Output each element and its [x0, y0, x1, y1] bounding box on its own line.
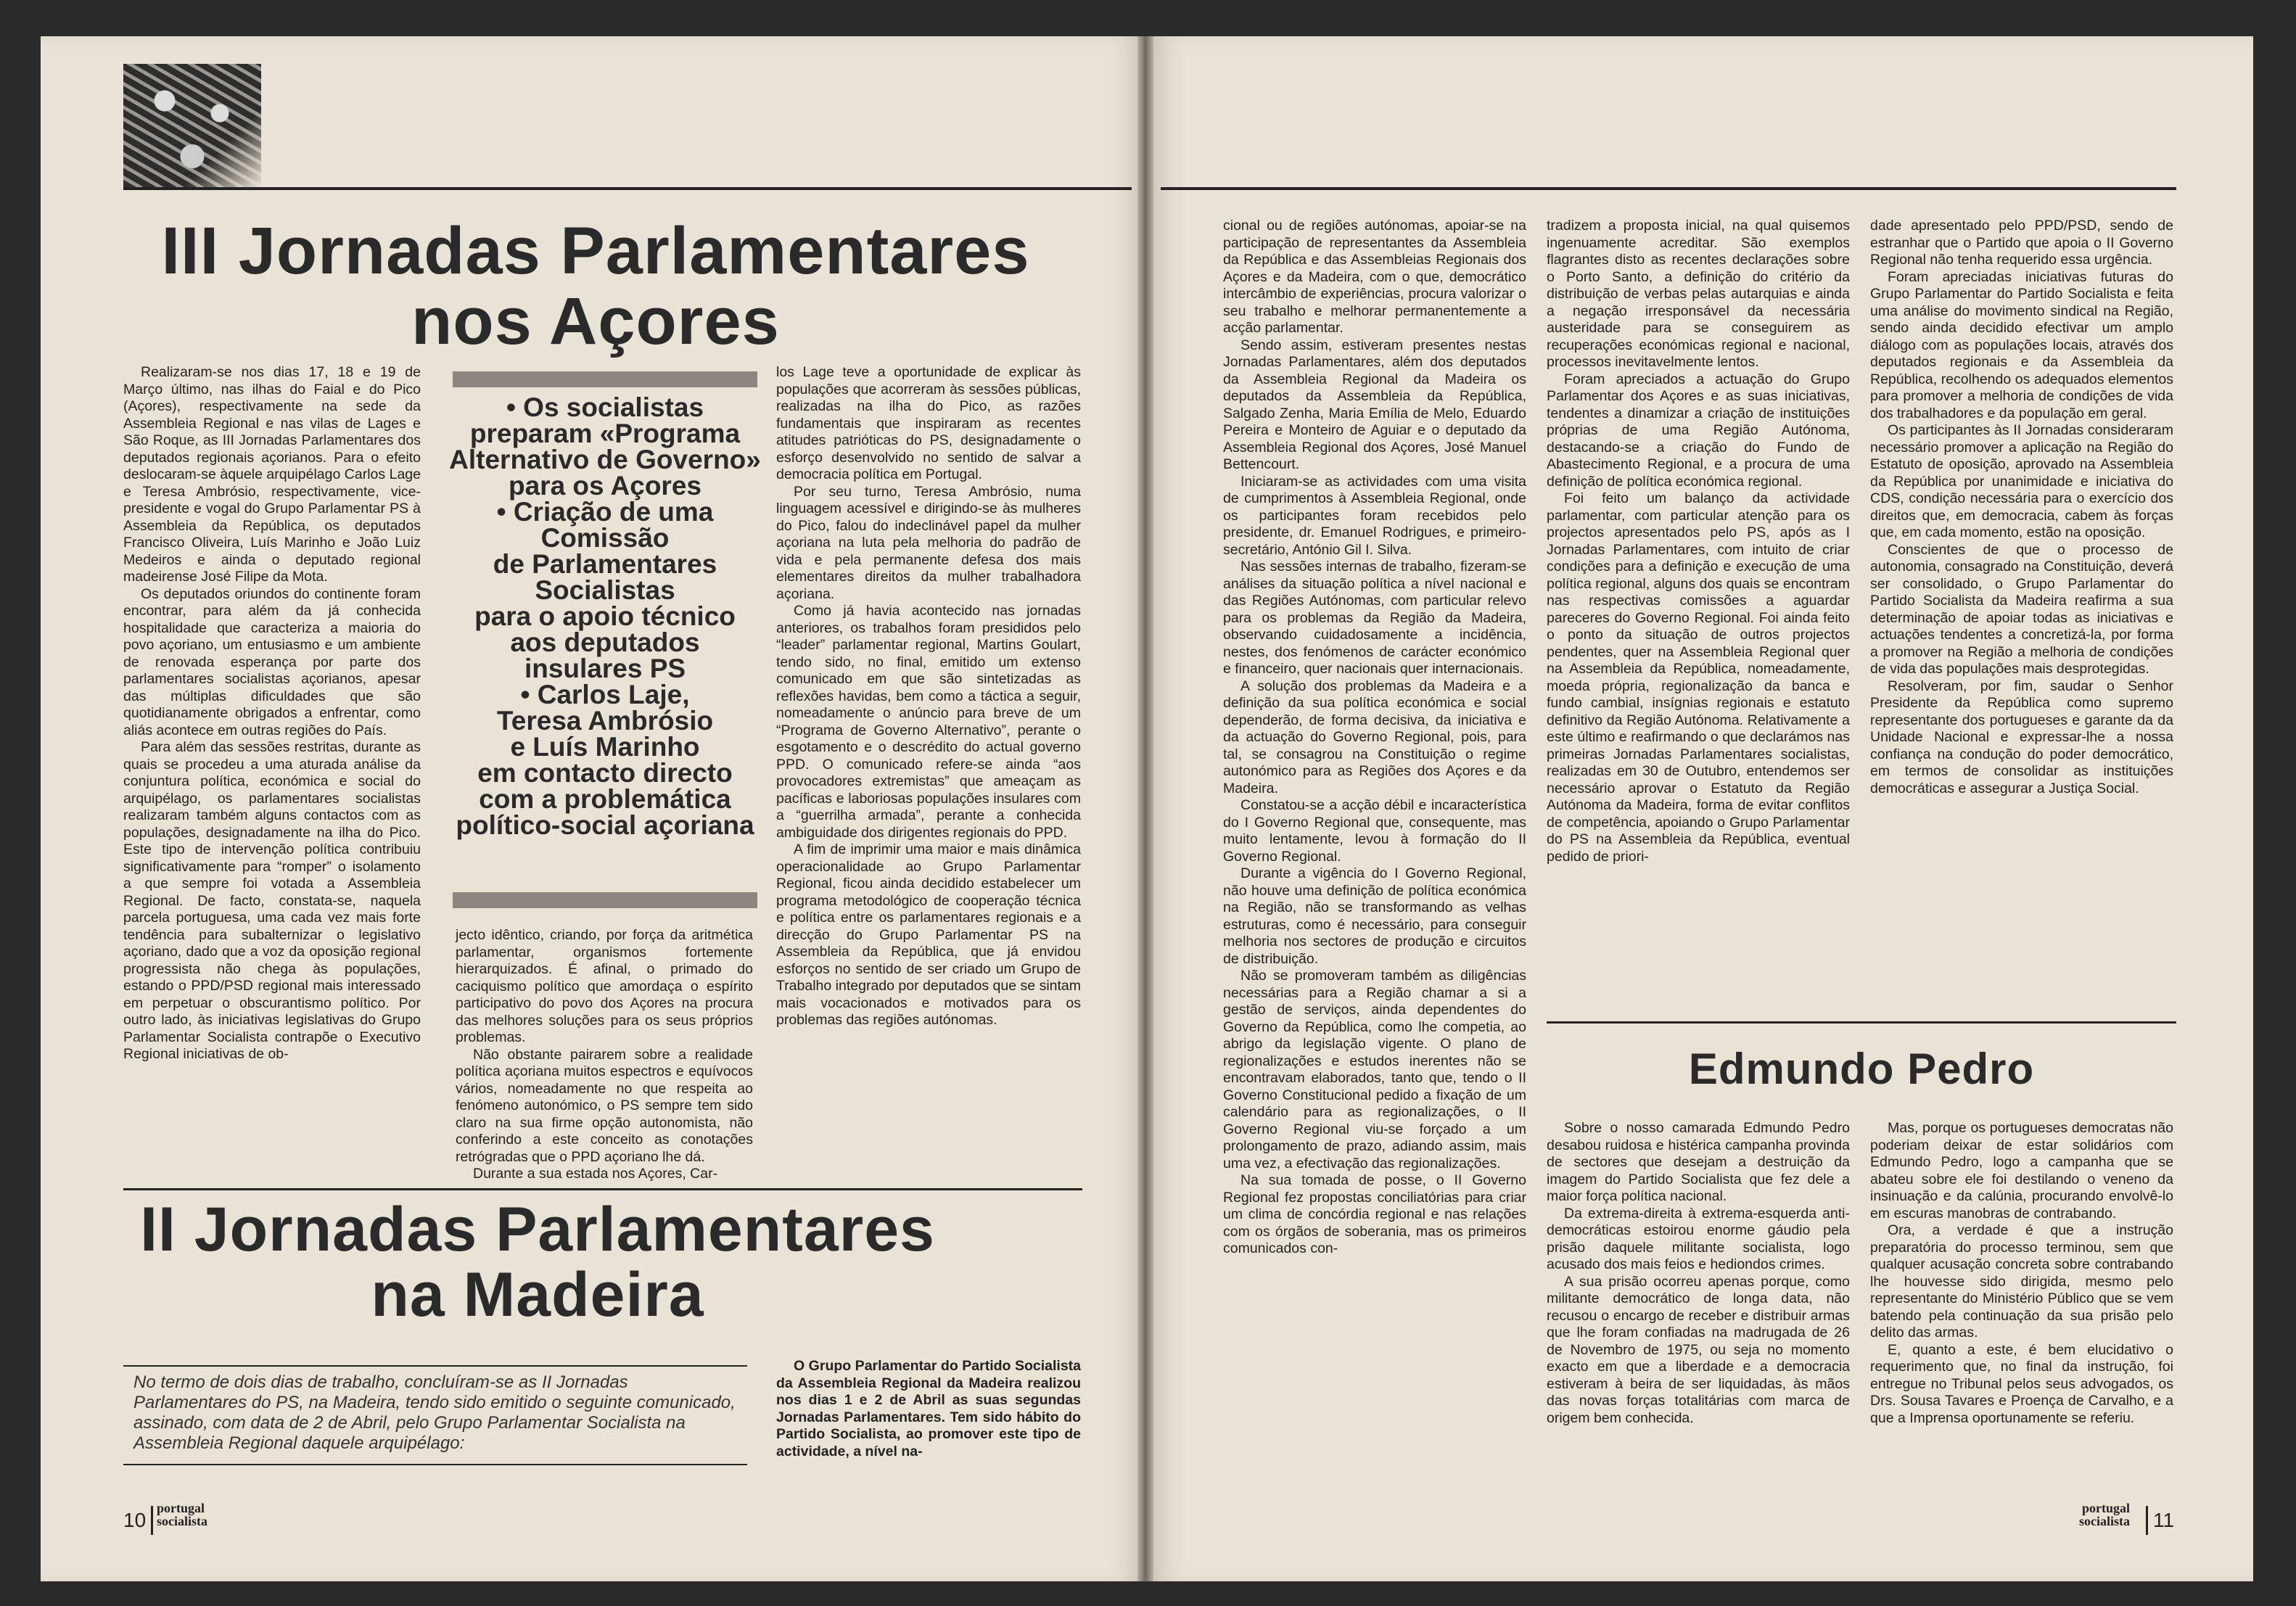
edmundo-top-rule [1547, 1021, 2176, 1024]
paragraph: Por seu turno, Teresa Ambrósio, numa linguagem acessível e dirigindo-se às mulheres do Pico, falou do indeclinável papel da mulher açoriana na luta pela melhoria do padrão de vida e pela permanente defesa dos mais elementares direitos da mulher trabalhadora açoriana. [776, 483, 1081, 602]
callout-bottom-bar [453, 892, 757, 908]
azores-column-2 [456, 927, 753, 1183]
callout-line: Alternativo de Governo» [449, 445, 761, 474]
masthead-line: portugal [2081, 1501, 2130, 1515]
callout-box [438, 392, 772, 840]
paragraph: Durante a sua estada nos Açores, Car- [473, 1166, 718, 1182]
callout-line: e Luís Marinho [510, 732, 700, 762]
paragraph: Conscientes de que o processo de autonomia, consagrado na Constituição, deverá ser consolidado, o Grupo Parlamentar do Partido Socialista da Madeira reafirma a sua determinação de apoiar todas as iniciativas e actuações tendentes a concretizá-la, por forma a promover na Região a melhoria de condições de vida das populações mais desprotegidas. [1870, 541, 2173, 677]
mid-rule [123, 1188, 1082, 1190]
paragraph: Realizaram-se nos dias 17, 18 e 19 de Março último, nas ilhas do Faial e do Pico (Açores), respectivamente na sede da Assembleia Regional e nas vilas de Lages e São Roque, as III Jornadas Parlamentares dos deputados regionais açorianos. Para o efeito deslocaram-se àquele arquipélago Carlos Lage e Teresa Ambrósio, respectivamente, vice-presidente e vogal do Grupo Parlamentar PS à Assembleia da República, os deputados Francisco Oliveira, Luís Marinho e João Luiz Medeiros e ainda o deputado regional madeirense José Filipe da Mota. [123, 364, 421, 585]
paragraph: Sendo assim, estiveram presentes nestas Jornadas Parlamentares, além dos deputados da Assembleia Regional da Madeira os deputados da Assembleia da República, Salgado Zenha, Maria Emília de Melo, Eduardo Pereira e Monteiro de Aguiar e o deputado da Assembleia Regional dos Açores, José Manuel Bettencourt. [1223, 337, 1526, 472]
masthead-line: portugal [157, 1501, 205, 1515]
gutter [1137, 36, 1153, 1581]
paragraph: jecto idêntico, criando, por força da aritmética parlamentar, organismos fortemente hierarquizados. É afinal, o primado do caciquismo político que amordaça o espírito participativo do povo dos Açores na procura das melhores soluções para os seus próprios problemas. [456, 927, 753, 1045]
callout-line: Teresa Ambrósio [496, 706, 714, 736]
paragraph: Mas, porque os portugueses democratas não poderiam deixar de estar solidários com Edmundo Pedro, logo a campanha que se abateu sobre ele foi destilando o veneno da insinuação e da calúnia, procurando envolvê-lo em escuras manobras de contrabando. [1870, 1120, 2173, 1222]
paragraph: A fim de imprimir uma maior e mais dinâmica operacionalidade ao Grupo Parlamentar Regional, ficou ainda decidido estabelecer um programa metodológico de cooperação técnica e política entre os parlamentares regionais e a direcção do Grupo Parlamentar PS na Assembleia da República, que já envidou esforços no sentido de ser criado um Grupo de Trabalho integrado por deputados que se sintam mais vocacionados e motivados para os problemas das regiões autónomas. [776, 841, 1081, 1028]
callout-line: Comissão [540, 523, 670, 553]
paragraph: Foram apreciadas iniciativas futuras do Grupo Parlamentar do Partido Socialista e feita uma análise do movimento sindical na Região, sendo ainda decidido efectivar um amplo diálogo com as populações locais, através dos deputados regionais e da Assembleia da República, recolhendo os adequados elementos para promover a melhoria de condições de vida dos trabalhadores e da população em geral. [1870, 268, 2173, 421]
callout-line: político-social açoriana [456, 810, 754, 840]
headline-madeira-line2: na Madeira [371, 1260, 704, 1330]
paragraph: Ora, a verdade é que a instrução preparatória do processo terminou, sem que qualquer acusação concreta sobre contrabando lhe houvesse sido dirigida, mesmo pelo representante do Ministério Público que se vem batendo pela continuação da sua prisão pelo delito das armas. [1870, 1222, 2173, 1341]
intro-bottom-rule [123, 1464, 747, 1465]
paragraph: Os participantes às II Jornadas consideraram necessário promover a aplicação na Região do Estatuto de oposição, aprovado na Assembleia da República por unanimidade e iniciativa do CDS, condição necessária para o exercício dos direitos que, em democracia, cabem às forças que, em cada momento, estão na oposição. [1870, 422, 2173, 540]
headline-edmundo: Edmundo Pedro [1688, 1045, 2035, 1093]
callout-line: para os Açores [509, 471, 701, 501]
headline-madeira-line1: II Jornadas Parlamentares [140, 1195, 935, 1264]
masthead-right [2079, 1502, 2130, 1528]
headline-azores-line2: nos Açores [411, 284, 780, 358]
callout-line: de Parlamentares [493, 549, 717, 579]
paragraph: Sobre o nosso camarada Edmundo Pedro desabou ruidosa e histérica campanha provinda de sectores que desejam a destruição da imagem do Partido Socialista que fez dele a maior força política nacional. [1547, 1120, 1850, 1204]
callout-line: Socialistas [535, 575, 675, 605]
madeira-column [776, 1358, 1081, 1460]
madeira-column-4 [1870, 218, 2173, 797]
page-number-divider [151, 1506, 153, 1535]
paragraph: Não se promoveram também as diligências necessárias para a Região chamar a si a gestão de serviços, ainda dependentes do Governo da República, como lhe competia, ao abrigo da legislação vigente. O plano de regionalizações e estudos inerentes não se encontravam elaborados, tanto que, tendo o II Governo Constitucional pedido a fixação de um calendário para as regionalizações, o II Governo Regional viu-se forçado a um prolongamento de prazo, adiando assim, mais uma vez, a efectivação das regionalizações. [1223, 968, 1526, 1171]
paragraph: Iniciaram-se as actividades com uma visita de cumprimentos à Assembleia Regional, onde os participantes foram recebidos pelo presidente, dr. Emanuel Rodrigues, e primeiro-secretário, António Gil I. Silva. [1223, 473, 1526, 558]
callout-line: em contacto directo [477, 758, 733, 788]
edmundo-column-2 [1870, 1120, 2173, 1427]
callout-line: • Carlos Laje, [520, 680, 690, 709]
intro-top-rule [123, 1365, 747, 1367]
paragraph: Foi feito um balanço da actividade parlamentar, com particular atenção para os projectos apresentados pelo PS, após as I Jornadas Parlamentares, com intuito de criar condições para a definição e execução de uma política regional, alguns dos quais se encontram nas respectivas comissões a aguardar pareceres do Governo Regional. Foi ainda feito o ponto da situação de outros projectos pendentes, quer na Assembleia Regional quer na Assembleia da República, nomeadamente, moeda própria, regionalização da banca e fundo cambial, insígnias regionais e estatuto definitivo da Região Autónoma. Relativamente a este último e reafirmando o que declarámos nas primeiras Jornadas Parlamentares socialistas, realizadas em 30 de Outubro, entendemos ser necessário aprovar o Estatuto da Região Autónoma da Madeira, forma de evitar conflitos de competência, apoiando o Grupo Parlamentar do PS na Assembleia da República, eventual pedido de priori- [1547, 490, 1850, 865]
callout-line: para o apoio técnico [474, 601, 736, 631]
paragraph: Como já havia acontecido nas jornadas anteriores, os trabalhos foram presididos pelo “leader” parlamentar regional, Martins Goulart, tendo sido, no final, emitido um extenso comunicado em que são sintetizadas as reflexões havidas, bem como a táctica a seguir, nomeadamente o anúncio para breve de um “Programa de Governo Alternativo”, perante o esgotamento e o descrédito do actual governo PPD. O comunicado refere-se ainda “aos provocadores extremistas” que ameaçam as pacíficas e laboriosas populações insulares com a “guerrilha armada”, perante a conhecida ambiguidade dos dirigentes regionais do PPD. [776, 603, 1081, 841]
page-number-right: 11 [2153, 1509, 2175, 1531]
callout-line: • Os socialistas [506, 392, 704, 422]
paragraph: Os deputados oriundos do continente foram encontrar, para além da já conhecida hospitalidade que caracteriza a maioria do povo açoriano, um entusiasmo e um ambiente de renovada esperança por parte dos parlamentares socialistas açorianos, apesar das múltiplas dificuldades que são quotidianamente obrigados a enfrentar, como aliás acontece em outras regiões do País. [123, 585, 421, 738]
paragraph: Para além das sessões restritas, durante as quais se procedeu a uma aturada análise da conjuntura política, económica e social do arquipélago, os parlamentares socialistas realizaram também alguns contactos com as populações, designadamente na ilha do Pico. Este tipo de intervenção política contribuiu significativamente para “romper” o isolamento a que sempre foi votada a Assembleia Regional. De facto, constata-se, naquela parcela portuguesa, uma cada vez mais forte tendência para subalternizar o legislativo açoriano, dado que a voz da oposição regional progressista não chega às populações, estando o PPD/PSD regional mais interessado em perpetuar o obscurantismo político. Por outro lado, às iniciativas legislativas do Grupo Parlamentar Socialista contrapõe o Executivo Regional iniciativas de ob- [123, 739, 421, 1062]
paragraph: A sua prisão ocorreu apenas porque, como militante democrático de longa data, não recusou o encargo de receber e distribuir armas que lhe foram confiadas na madrugada de 26 de Novembro de 1975, ou seja no momento exacto em que a liberdade e a democracia estiveram à beira de ser liquidadas, às mãos das novas forças totalitárias com marca de origem bem conhecida. [1547, 1273, 1850, 1426]
headline-azores [113, 216, 1078, 356]
masthead-line: socialista [2079, 1514, 2130, 1528]
edmundo-column-1 [1547, 1120, 1850, 1427]
left-page [41, 36, 1143, 1581]
madeira-column-3 [1547, 218, 1850, 865]
masthead-left [157, 1502, 207, 1528]
top-rule-right [1161, 187, 2176, 190]
callout-line: insulares PS [524, 654, 686, 683]
page-number-divider-right [2146, 1506, 2148, 1535]
madeira-intro: No termo de dois dias de trabalho, concluíram-se as II Jornadas Parlamentares do PS, na Madeira, tendo sido emitido o seguinte comunicado, assinado, com data de 2 de Abril, pelo Grupo Parlamentar Socialista na Assembleia Regional daquele arquipélago: [133, 1372, 736, 1453]
paragraph: Não obstante pairarem sobre a realidade política açoriana muitos espectros e equívocos vários, nomeadamente no que respeita ao fenómeno autonómico, o PS sempre tem sido claro na sua firme opção autonomista, não conferindo a este conceito as conotações retrógradas que o PPD açoriano lhe dá. [456, 1046, 753, 1165]
paragraph: dade apresentado pelo PPD/PSD, sendo de estranhar que o Partido que apoia o II Governo Regional não tenha requerido essa urgência. [1870, 218, 2173, 268]
paragraph: Nas sessões internas de trabalho, fizeram-se análises da situação política a nível nacional e das Regiões Autónomas, com particular relevo para os problemas da Região da Madeira, observando cuidadosamente a incidência, nestes, dos fenómenos de carácter económico e financeiro, quer nacionais quer internacionais. [1223, 559, 1526, 677]
paragraph: Da extrema-direita à extrema-esquerda anti-democráticas estoirou enorme gáudio pela prisão daquele militante socialista, logo acusado dos mais feios e hediondos crimes. [1547, 1205, 1850, 1272]
right-page [1151, 36, 2253, 1581]
paragraph: los Lage teve a oportunidade de explicar às populações que acorreram às sessões públicas, realizadas na ilha do Pico, as razões fundamentais que inspiraram as recentes atitudes patrióticas do PS, designadamente o esforço desenvolvido no sentido de salvar a democracia política em Portugal. [776, 364, 1081, 482]
paragraph: A solução dos problemas da Madeira e a definição da sua política económica e social dependerão, de forma decisiva, da iniciativa e da actuação do Governo Regional, pois, para tal, se consagrou na Constituição o regime autonómico para as Regiões dos Açores e da Madeira. [1223, 678, 1526, 796]
paragraph: Durante a vigência do I Governo Regional, não houve uma definição de política económica na Região, não se transformando as velhas estruturas, como é necessário, para conseguir melhoria nos sectores de produção e circuitos de distribuição. [1223, 865, 1526, 967]
azores-column-3 [776, 364, 1081, 1029]
azores-column-1 [123, 364, 421, 1063]
paragraph: Resolveram, por fim, saudar o Senhor Presidente da República como supremo representante dos portugueses e garante da da Unidade Nacional e expressar-lhe a nossa confiança na condução do poder democrático, em termos de consolidar as instituições democráticas e assegurar a Justiça Social. [1870, 678, 2173, 796]
page-number-left: 10 [123, 1509, 147, 1531]
headline-azores-line1: III Jornadas Parlamentares [161, 214, 1030, 288]
top-rule [123, 187, 1132, 190]
callout-line: preparam «Programa [469, 419, 741, 448]
paragraph: Na sua tomada de posse, o II Governo Regional fez propostas conciliatórias para criar um clima de concórdia regional e nas relações com os órgãos de soberania, mas os primeiros comunicados con- [1223, 1172, 1526, 1256]
masthead-line: socialista [157, 1514, 207, 1528]
paragraph: tradizem a proposta inicial, na qual quisemos ingenuamente acreditar. São exemplos flagrantes disto as recentes declarações sobre o Porto Santo, a definição do critério da distribuição de verbas pelas autarquias e ainda a negação irresponsável da necessária austeridade para se conseguirem as recuperações económicas regional e nacional, processos inevitavelmente lentos. [1547, 218, 1850, 370]
callout-line: com a problemática [479, 784, 731, 814]
headline-madeira [113, 1197, 962, 1328]
paragraph: Constatou-se a acção débil e incaracterística do I Governo Regional que, consequente, mas muito lentamente, levou à formação do II Governo Regional. [1223, 797, 1526, 865]
callout-line: aos deputados [510, 627, 700, 657]
collage-photo [123, 64, 261, 187]
callout-top-bar [453, 371, 757, 387]
paragraph: cional ou de regiões autónomas, apoiar-se na participação de representantes da Assembleia da República e das Assembleias Regionais dos Açores e da Madeira, com o que, democrático intercâmbio de experiências, procura valorizar o seu trabalho e melhorar permanentemente a acção parlamentar. [1223, 218, 1526, 336]
paragraph: E, quanto a este, é bem elucidativo o requerimento que, no final da instrução, foi entregue no Tribunal pelos seus advogados, os Drs. Sousa Tavares e Proença de Carvalho, e a que a Imprensa oportunamente se referiu. [1870, 1341, 2173, 1426]
madeira-column-2 [1223, 218, 1526, 1258]
paragraph: Foram apreciados a actuação do Grupo Parlamentar dos Açores e as suas iniciativas, tendentes a dinamizar a criação de instituições próprias de uma Região Autónoma, destacando-se a criação do Fundo de Abastecimento Regional, e a procura de uma definição de política económica regional. [1547, 371, 1850, 490]
callout-line: • Criação de uma [496, 497, 714, 527]
paragraph: O Grupo Parlamentar do Partido Socialista da Assembleia Regional da Madeira realizou nos dias 1 e 2 de Abril as suas segundas Jornadas Parlamentares. Tem sido hábito do Partido Socialista, ao promover este tipo de actividade, a nível na- [776, 1358, 1081, 1459]
